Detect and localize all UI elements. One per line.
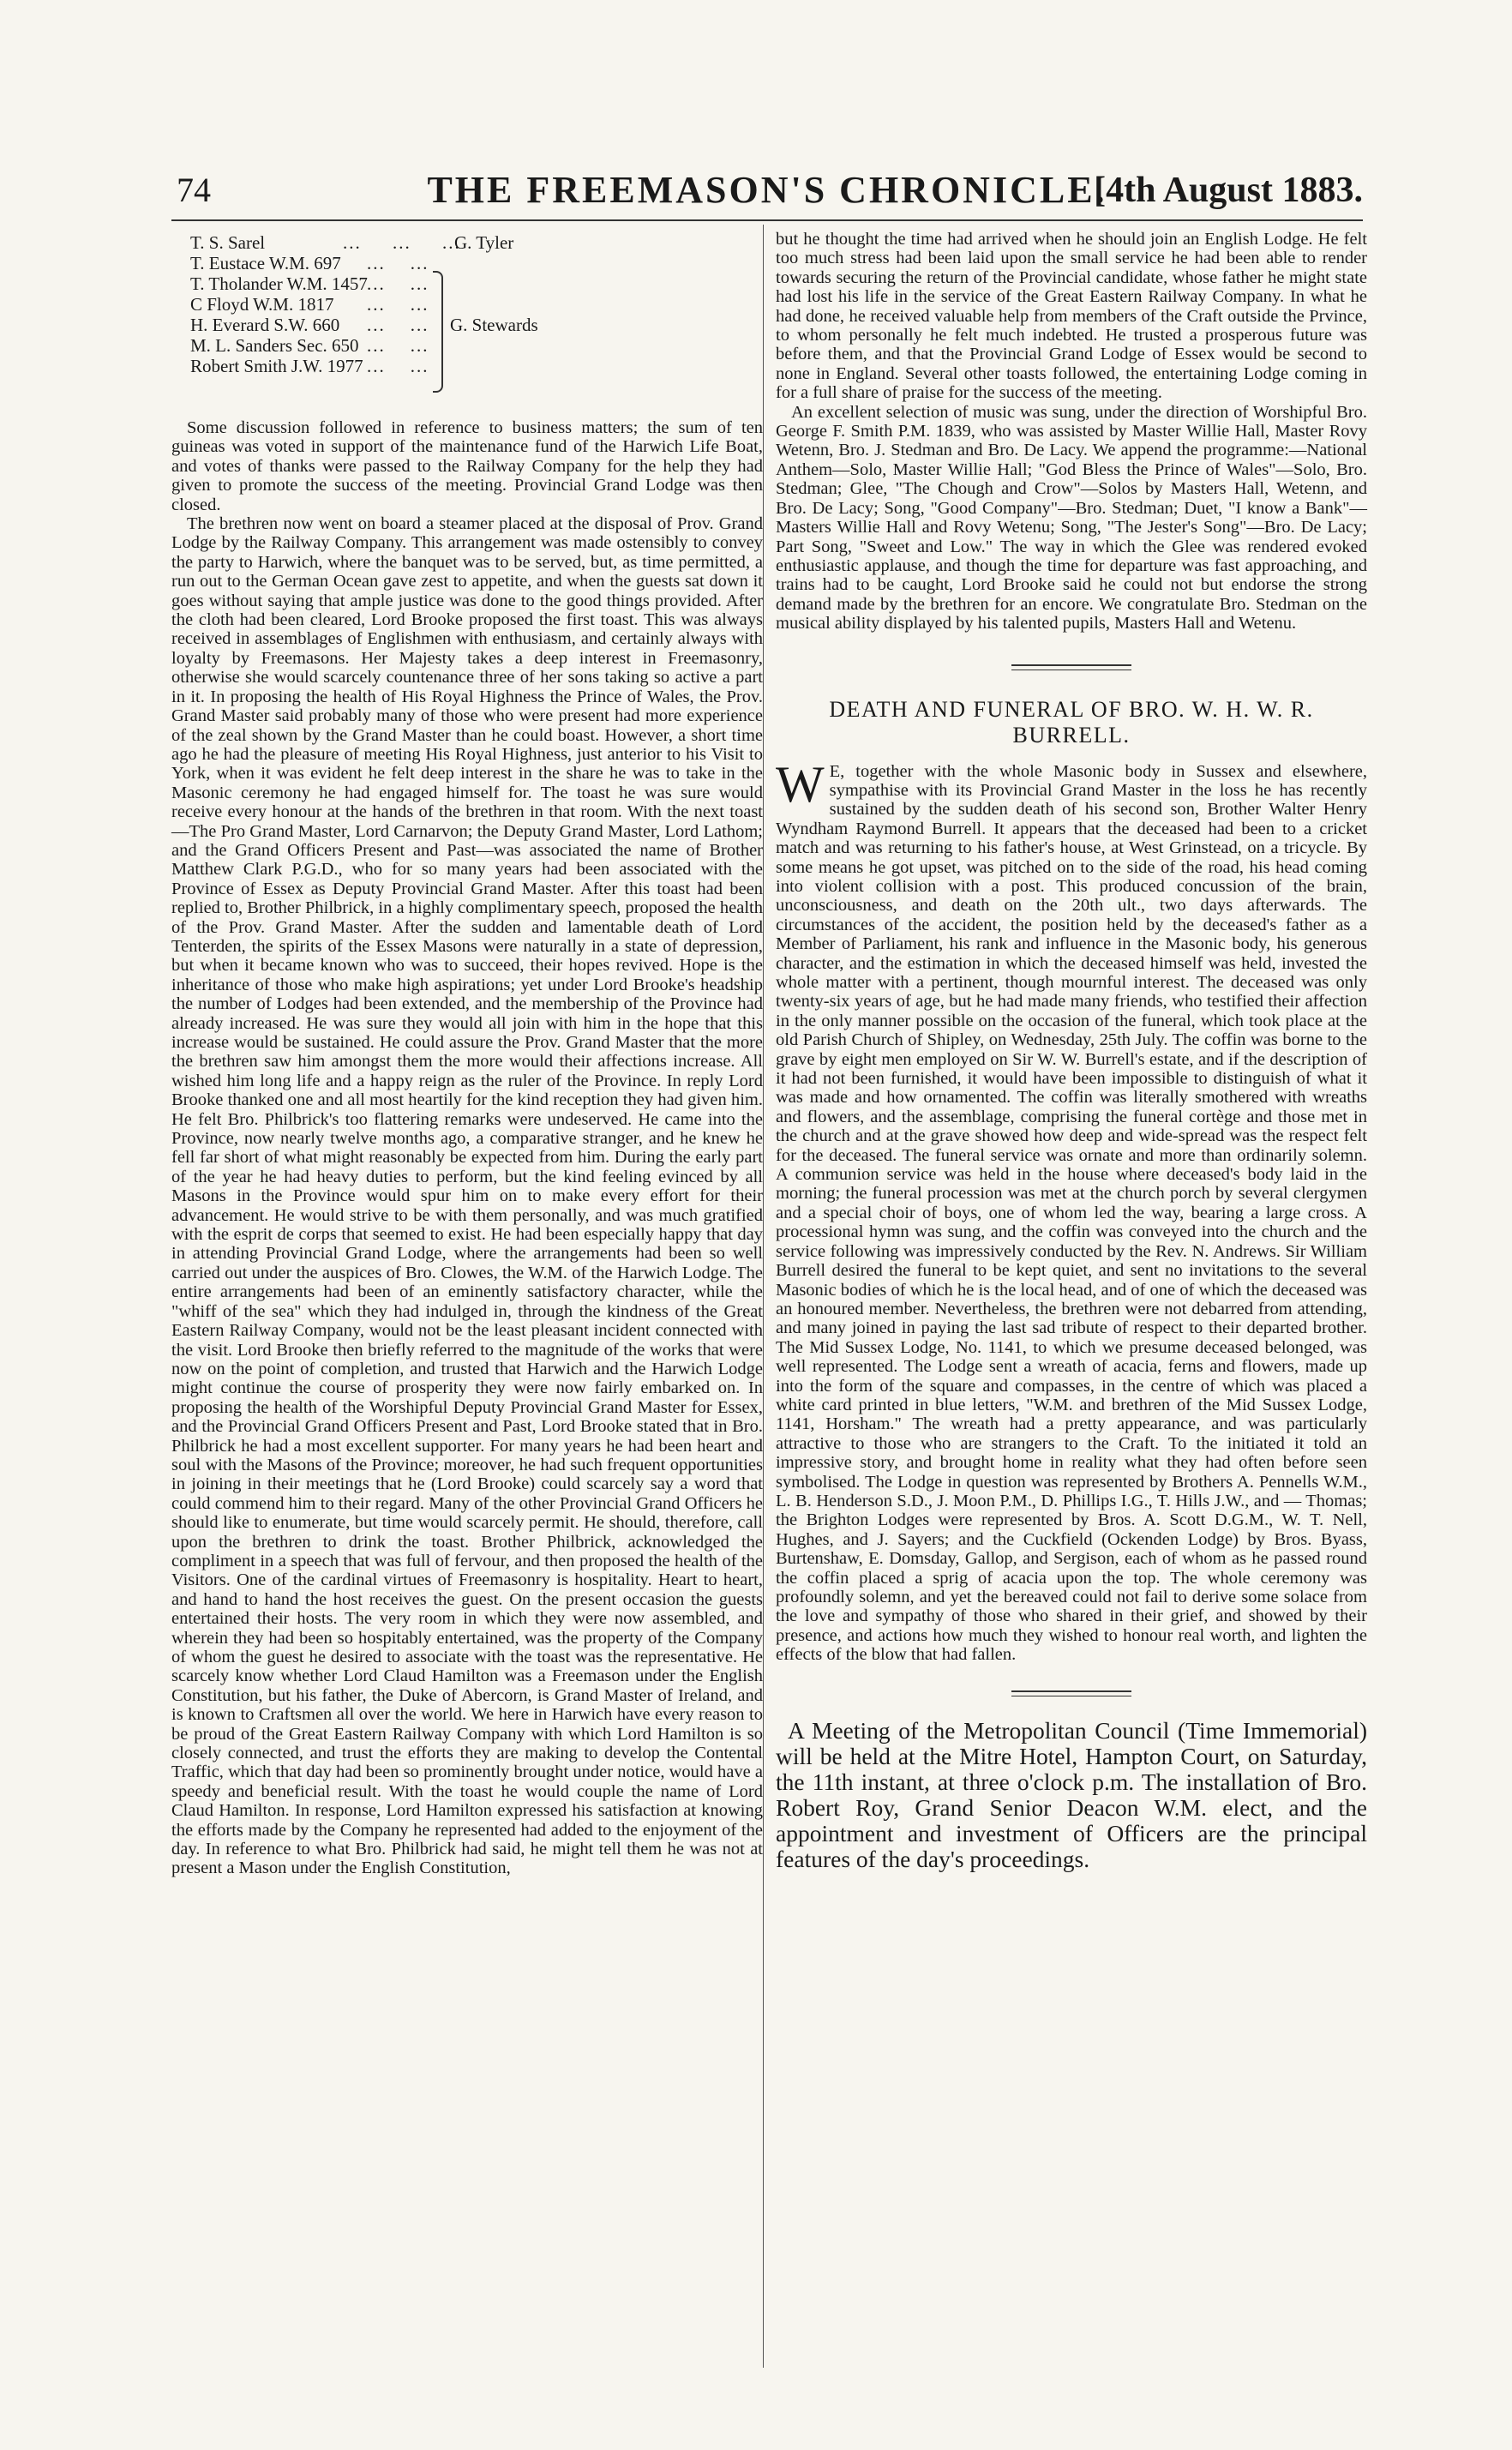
left-paragraph-2: The brethren now went on board a steamer placed at the disposal of Prov. Grand Lodge by the Railway Company. This arrangement was made ostensibly to convey the party to Harwich, where the banquet was to be served, but, as time permitted, a run out to the German Ocean gave zest to appetite, and when the guests sat down it goes without saying that ample justice was done to the good things provided. After the cloth had been cleared, Lord Brooke proposed the first toast. This was always received in assemblages of Englishmen with enthusiasm, and certainly always with loyalty by Freemasons. Her Majesty takes a deep interest in Freemasonry, otherwise she would scarcely countenance three of her sons taking so active a part in it. In proposing the health of His Royal Highness the Prince of Wales, the Prov. Grand Master said probably many of those who were present had more experience of the zeal shown by the Grand Master than he could boast. However, a short time ago he had the pleasure of meeting His Royal Highness, just anterior to his Visit to York, when it was evident he felt deep interest in the share he was to take in the Masonic ceremony he had engaged himself for. The toast he was sure would receive every honour at the hands of the brethren in that room. With the next toast—The Pro Grand Master, Lord Carnarvon; the Deputy Grand Master, Lord Lathom; and the Grand Officers Present and Past—was associated the name of Brother Matthew Clark P.G.D., who for so many years had been associated with the Province of Essex as Deputy Provincial Grand Master. After this toast had been replied to, Brother Philbrick, in a highly complimentary speech, proposed the health of the Prov. Grand Master. After the sudden and lamentable death of Lord Tenterden, the spirits of the Essex Masons were naturally in a state of depression, but when it became known who was to succeed, their hopes revived. Hope is the inheritance of those who make high aspirations; yet under Lord Brooke's headship the number of Lodges had been extended, and the membership of the Province had already increased. He was sure they would all join with him in the hope that this increase would be sustained. He could assure the Prov. Grand Master that the more the brethren saw him amongst them the more would their affections increase. All wished him long life and a happy reign as the ruler of the Province. In reply Lord Brooke thanked one and all most heartily for the kind reception they had given him. He felt Bro. Philbrick's too flattering remarks were undeserved. He came into the Province, now nearly twelve months ago, a comparative stranger, and he knew he fell far short of what might reasonably be expected from him. During the early part of the year he had heavy duties to perform, but the kind feeling evinced by all Masons in the Province would spur him on to make every effort for their advancement. He would strive to be with them personally, and was much gratified with the esprit de corps that seemed to exist. He had been especially happy that day in attending Provincial Grand Lodge, where the arrangements had been so well carried out under the auspices of Bro. Clowes, the W.M. of the Harwich Lodge. The entire arrangements had been of an eminently satisfactory character, while the "whiff of the sea" which they had indulged in, through the kindness of the Great Eastern Railway Company, would not be the least pleasant incident connected with the visit. Lord Brooke then briefly referred to the magnitude of the works that were now on the point of completion, and trusted that Harwich and the Harwich Lodge might continue the course of prosperity they were now fairly embarked on. In proposing the health of the Worshipful Deputy Provincial Grand Master for Essex, and the Provincial Grand Officers Present and Past, Lord Brooke stated that in Bro. Philbrick he had a most excellent supporter. For many years he had been heart and soul with the Masons of the Province; moreover, he had such frequent opportunities in joining in their meetings that he (Lord Brooke) could scarcely say a word that could commend him to their regard. Many of the other Provincial Grand Officers he should like to enumerate, but time would scarcely permit. He should, therefore, call upon the brethren to drink the toast. Brother Philbrick, acknowledged the compliment in a speech that was full of fervour, and then proposed the health of the Visitors. One of the cardinal virtues of Freemasonry is hospitality. Heart to heart, and hand to hand the host receives the guest. On the present occasion the guests entertained their hosts. The very room in which they were now assembled, and wherein they had been so hospitably entertained, was the property of the Company of whom the guest he desired to associate with the toast was the representative. He scarcely know whether Lord Claud Hamilton was a Freemason under the English Constitution, but his father, the Duke of Abercorn, is Grand Master of Ireland, and is known to Craftsmen all over the world. We here in Harwich have every reason to be proud of the Great Eastern Railway Company with which Lord Hamilton is so closely connected, and trust the efforts they are making to develop the Contental Traffic, which that day had been so prominently brought under notice, would have a speedy and beneficial result. With the toast he would couple the name of Lord Claud Hamilton. In response, Lord Hamilton expressed his satisfaction at knowing the efforts made by the Company he represented had added to the enjoyment of the day. In reference to what Bro. Philbrick had said, he might tell them he was not at present a Mason under the English Constitution, [171,514,763,1878]
officer-name: T. Eustace W.M. 697 [190,253,341,273]
left-column [171,230,763,1878]
officer-name: H. Everard S.W. 660 [190,315,340,335]
obituary-text: E, together with the whole Masonic body in Sussex and elsewhere, sympathise with its Provincial Grand Master in the loss he has recently sustained by the sudden death of his second son, Brother Walter Henry Wyndham Raymond Burrell. It appears that the deceased had been to a cricket match and was returning to his father's house, at West Grinstead, on a tricycle. By some means he got upset, was pitched on to the side of the road, his head coming into violent collision with a post. This produced concussion of the brain, unconsciousness, and death on the 20th ult., two days afterwards. The circumstances of the accident, the position held by the deceased's father as a Member of Parliament, his rank and influence in the Masonic body, his generous character, and the estimation in which the deceased himself was held, invested the whole matter with a pertinent, though mournful interest. The deceased was only twenty-six years of age, but he had made many friends, who testified their affection in the only manner possible on the occasion of the funeral, which took place at the old Parish Church of Shipley, on Wednesday, 25th July. The coffin was borne to the grave by eight men employed on Sir W. W. Burrell's estate, and if the description of it had not been furnished, it would have been impossible to distinguish of what it was made and how ornamented. The coffin was literally smothered with wreaths and flowers, and the assemblage, comprising the funeral cortège and those met in the church and at the grave showed how deep and wide-spread was the respect felt for the deceased. The funeral service was ornate and more than ordinarily solemn. A communion service was held in the house where deceased's body laid in the morning; the funeral procession was met at the church porch by several clergymen and a special choir of boys, one of whom led the way, bearing a large cross. A processional hymn was sung, and the coffin was conveyed into the church and the service following was impressively conducted by the Rev. N. Andrews. Sir William Burrell desired the funeral to be kept quiet, and sent no invitations to the several Masonic bodies of which he is the local head, and of one of which the deceased was an honoured member. Nevertheless, the brethren were not debarred from attending, and many joined in paying the last sad tribute of respect to their departed brother. The Mid Sussex Lodge, No. 1141, to which we presume deceased belonged, was well represented. The Lodge sent a wreath of acacia, ferns and flowers, made up into the form of the square and compasses, in the centre of which was placed a white card printed in blue letters, "W.M. and brethren of the Mid Sussex Lodge, 1141, Horsham." The wreath had a pretty appearance, and was particularly attractive to those who are strangers to the Craft. To the initiated it told an impressive story, and brought home in reality what they had often before seen symbolised. The Lodge in question was represented by Brothers A. Pennells W.M., L. B. Henderson S.D., J. Moon P.M., D. Phillips I.G., T. Hills J.W., and — Thomas; the Brighton Lodges were represented by Bros. A. Scott D.G.M., W. T. Nell, Hughes, and J. Sayers; and the Cuckfield (Ockenden Lodge) by Bros. Byass, Burtenshaw, E. Domsday, Gallop, and Sergison, each of whom as he passed round the coffin placed a sprig of acacia upon the top. The whole ceremony was profoundly solemn, and yet the bereaved could not fail to derive some solace from the love and sympathy of those who shared in their grief, and showed by their presence, and actions how much they wished to honour real worth, and lighten the effects of the blow that had fallen. [776,761,1367,1665]
masthead-rule [171,219,1363,221]
page-number: 74 [177,171,211,209]
drop-cap: W [776,755,825,813]
officer-list [171,230,763,418]
publication-title: THE FREEMASON'S CHRONICLE. [427,169,1107,211]
officer-name: M. L. Sanders Sec. 650 [190,335,359,356]
leader-dots: ... ... [367,335,429,356]
officer-name: C Floyd W.M. 1817 [190,294,334,315]
officer-role-tyler: G. Tyler [454,232,514,253]
right-paragraph-1: but he thought the time had arrived when he should join an English Lodge. He felt too much stress had been laid upon the small service he had been able to render towards securing the return of the Provincial candidate, whose father he might state had lost his life in the service of the Great Eastern Railway Company. In what he had done, he received valuable help from members of the Craft outside the Prvince, to whom personally he felt much indebted. He trusted a prosperous future was before them, and that the Provincial Grand Lodge of Essex would be second to none in England. Several other toasts followed, the entertaining Lodge coming in for a full share of praise for the success of the meeting. [776,230,1367,403]
column-divider [763,225,764,2368]
leader-dots: ... ... ... [343,232,461,253]
right-column [776,230,1367,1895]
right-paragraph-2: An excellent selection of music was sung, under the direction of Worshipful Bro. George F. Smith P.M. 1839, who was assisted by Master Willie Hall, Master Rovy Wetenn, Bro. J. Stedman and Bro. De Lacy. We append the programme:—National Anthem—Solo, Master Willie Hall; "God Bless the Prince of Wales"—Solo, Bro. Stedman; Glee, "The Chough and Crow"—Solos by Masters Hall, Wetenn, and Bro. De Lacy; Song, "Good Company"—Bro. Stedman; Duet, "I know a Bank"—Masters Willie Hall and Rovy Wetenu; Song, "The Jester's Song"—Bro. De Lacy; Part Song, "Sweet and Low." The way in which the Glee was rendered evoked enthusiastic applause, and though the time for departure was fast approaching, and trains had to be caught, Lord Brooke said he could not but endorse the strong demand made by the brethren for an encore. We congratulate Bro. Stedman on the musical ability displayed by his talented pupils, Masters Hall and Wetenu. [776,402,1367,634]
leader-dots: ... ... [367,356,429,376]
issue-date: [4th August 1883. [1094,171,1363,210]
section-separator [1011,664,1131,666]
stewards-brace [433,271,443,393]
meeting-notice: A Meeting of the Metropolitan Council (Time Immemorial) will be held at the Mitre Hotel, Hampton Court, on Saturday, the 11th instant, at three o'clock p.m. The installation of Bro. Robert Roy, Grand Senior Deacon W.M. elect, and the appointment and investment of Officers are the principal features of the day's proceedings. [776,1716,1367,1872]
officer-name: T. S. Sarel [190,232,266,253]
officer-role-stewards: G. Stewards [450,315,538,335]
leader-dots: ... ... [367,253,429,273]
masthead [171,163,1363,214]
obituary-paragraph [776,755,1367,1665]
leader-dots: ... ... [367,294,429,315]
left-paragraph-1: Some discussion followed in reference to business matters; the sum of ten guineas was voted in support of the maintenance fund of the Harwich Life Boat, and votes of thanks were passed to the Railway Company for the help they had given to promote the success of the meeting. Provincial Grand Lodge was then closed. [171,418,763,514]
officer-name: Robert Smith J.W. 1977 [190,356,363,376]
leader-dots: ... ... [367,315,429,335]
officer-name: T. Tholander W.M. 1457 [190,273,368,294]
leader-dots: ... ... [367,273,429,294]
section-separator [1011,1690,1131,1692]
article-headline: DEATH AND FUNERAL OF BRO. W. H. W. R. BURRELL. [829,696,1314,748]
